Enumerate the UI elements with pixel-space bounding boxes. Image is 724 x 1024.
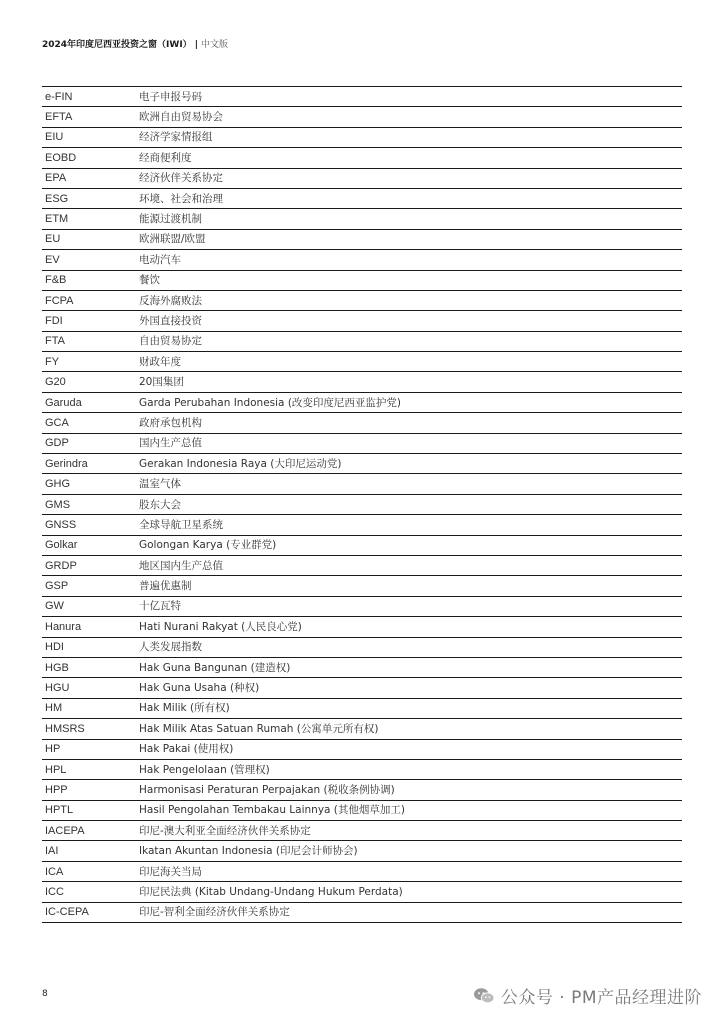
- meaning-cell: 欧洲联盟/欧盟: [139, 233, 206, 246]
- abbreviation-cell: EU: [45, 233, 61, 246]
- meaning-cell: 全球导航卫星系统: [139, 518, 223, 531]
- abbreviation-cell: FTA: [45, 335, 65, 348]
- table-row: [42, 311, 682, 331]
- abbreviation-cell: e-FIN: [45, 90, 73, 103]
- table-row: [42, 536, 682, 556]
- abbreviation-cell: FCPA: [45, 294, 74, 307]
- abbreviation-cell: IACEPA: [45, 824, 85, 837]
- page-header: [42, 39, 228, 51]
- meaning-cell: 普遍优惠制: [139, 580, 192, 593]
- abbreviation-cell: ESG: [45, 192, 69, 205]
- table-row: [42, 372, 682, 392]
- abbreviation-cell: IAI: [45, 845, 59, 858]
- meaning-cell: Ikatan Akuntan Indonesia (印尼会计师协会): [139, 845, 358, 858]
- abbreviation-cell: GHG: [45, 478, 71, 491]
- table-row: [42, 556, 682, 576]
- abbreviation-cell: ETM: [45, 213, 69, 226]
- table-row: [42, 780, 682, 800]
- meaning-cell: 电子申报号码: [139, 90, 202, 103]
- meaning-cell: 环境、社会和治理: [139, 192, 223, 205]
- meaning-cell: 印尼-智利全面经济伙伴关系协定: [139, 906, 290, 919]
- table-row: [42, 107, 682, 127]
- meaning-cell: Hak Pengelolaan (管理权): [139, 763, 270, 776]
- meaning-cell: Hak Guna Bangunan (建造权): [139, 661, 291, 674]
- meaning-cell: 欧洲自由贸易协会: [139, 111, 223, 124]
- table-row: [42, 291, 682, 311]
- page-number: 8: [42, 989, 48, 999]
- table-row: [42, 189, 682, 209]
- table-row: [42, 148, 682, 168]
- abbreviation-cell: GRDP: [45, 559, 77, 572]
- meaning-cell: Gerakan Indonesia Raya (大印尼运动党): [139, 457, 342, 470]
- abbreviation-cell: HMSRS: [45, 722, 85, 735]
- meaning-cell: Hasil Pengolahan Tembakau Lainnya (其他烟草加工): [139, 804, 405, 817]
- meaning-cell: 反海外腐败法: [139, 294, 202, 307]
- abbreviation-cell: ICA: [45, 865, 64, 878]
- table-row: [42, 597, 682, 617]
- language-label: 中文版: [200, 40, 228, 50]
- watermark-text: 公众号 · PM产品经理进阶: [500, 988, 702, 1008]
- abbreviation-cell: HGB: [45, 661, 69, 674]
- meaning-cell: Hak Guna Usaha (种权): [139, 682, 260, 695]
- abbreviation-cell: EOBD: [45, 151, 77, 164]
- meaning-cell: 印尼海关当局: [139, 865, 202, 878]
- abbreviation-cell: HGU: [45, 682, 70, 695]
- meaning-cell: 能源过渡机制: [139, 213, 202, 226]
- meaning-cell: Golongan Karya (专业群党): [139, 539, 277, 552]
- table-row: [42, 719, 682, 739]
- abbreviation-cell: GDP: [45, 437, 69, 450]
- table-row: [42, 128, 682, 148]
- meaning-cell: 股东大会: [139, 498, 181, 511]
- abbreviation-cell: HPTL: [45, 804, 74, 817]
- table-row: [42, 882, 682, 902]
- abbreviation-cell: IC-CEPA: [45, 906, 89, 919]
- abbreviation-cell: EFTA: [45, 111, 73, 124]
- abbreviation-cell: EPA: [45, 172, 67, 185]
- meaning-cell: 政府承包机构: [139, 416, 202, 429]
- abbreviation-cell: EIU: [45, 131, 64, 144]
- table-row: [42, 495, 682, 515]
- table-row: [42, 658, 682, 678]
- abbreviation-cell: HPL: [45, 763, 67, 776]
- table-row: [42, 454, 682, 474]
- abbreviation-cell: HM: [45, 702, 63, 715]
- meaning-cell: Hak Milik Atas Satuan Rumah (公寓单元所有权): [139, 722, 379, 735]
- abbreviation-cell: Golkar: [45, 539, 78, 552]
- table-row: [42, 271, 682, 291]
- meaning-cell: 十亿瓦特: [139, 600, 181, 613]
- meaning-cell: Hati Nurani Rakyat (人民良心党): [139, 620, 302, 633]
- abbreviation-cell: Garuda: [45, 396, 82, 409]
- table-row: [42, 678, 682, 698]
- abbreviation-cell: GMS: [45, 498, 71, 511]
- table-row: [42, 87, 682, 107]
- table-row: [42, 413, 682, 433]
- abbreviation-cell: G20: [45, 376, 66, 389]
- abbreviation-cell: HPP: [45, 783, 68, 796]
- abbreviation-table: [42, 86, 682, 923]
- meaning-cell: 财政年度: [139, 355, 181, 368]
- table-row: [42, 699, 682, 719]
- table-row: [42, 209, 682, 229]
- meaning-cell: 经济伙伴关系协定: [139, 172, 223, 185]
- table-row: [42, 617, 682, 637]
- table-row: [42, 393, 682, 413]
- header-separator: |: [194, 40, 198, 50]
- table-row: [42, 230, 682, 250]
- meaning-cell: 印尼-澳大利亚全面经济伙伴关系协定: [139, 824, 311, 837]
- meaning-cell: 地区国内生产总值: [139, 559, 223, 572]
- table-row: [42, 352, 682, 372]
- table-row: [42, 638, 682, 658]
- meaning-cell: 外国直接投资: [139, 314, 202, 327]
- wechat-icon: [473, 986, 495, 1006]
- meaning-cell: 温室气体: [139, 478, 181, 491]
- table-row: [42, 250, 682, 270]
- abbreviation-cell: FDI: [45, 314, 63, 327]
- meaning-cell: 20国集团: [139, 376, 184, 389]
- meaning-cell: 餐饮: [139, 274, 160, 287]
- abbreviation-cell: Hanura: [45, 620, 82, 633]
- meaning-cell: Hak Milik (所有权): [139, 702, 230, 715]
- table-row: [42, 515, 682, 535]
- abbreviation-cell: Gerindra: [45, 457, 88, 470]
- abbreviation-cell: GW: [45, 600, 64, 613]
- meaning-cell: Hak Pakai (使用权): [139, 743, 234, 756]
- meaning-cell: Harmonisasi Peraturan Perpajakan (税收条例协调): [139, 783, 395, 796]
- table-row: [42, 740, 682, 760]
- watermark: [473, 983, 702, 1008]
- abbreviation-cell: GCA: [45, 416, 69, 429]
- meaning-cell: 自由贸易协定: [139, 335, 202, 348]
- table-row: [42, 474, 682, 494]
- meaning-cell: 经济学家情报组: [139, 131, 213, 144]
- document-title: 2024年印度尼西亚投资之窗（IWI）: [42, 40, 192, 50]
- table-row: [42, 862, 682, 882]
- table-row: [42, 169, 682, 189]
- meaning-cell: 印尼民法典 (Kitab Undang-Undang Hukum Perdata): [139, 885, 403, 898]
- table-row: [42, 760, 682, 780]
- table-row: [42, 903, 682, 923]
- table-row: [42, 434, 682, 454]
- abbreviation-cell: F&B: [45, 274, 67, 287]
- abbreviation-cell: GNSS: [45, 518, 77, 531]
- table-row: [42, 841, 682, 861]
- meaning-cell: 国内生产总值: [139, 437, 202, 450]
- abbreviation-cell: HDI: [45, 641, 64, 654]
- meaning-cell: Garda Perubahan Indonesia (改变印度尼西亚监护党): [139, 396, 402, 409]
- abbreviation-cell: GSP: [45, 580, 69, 593]
- abbreviation-cell: HP: [45, 743, 61, 756]
- meaning-cell: 电动汽车: [139, 253, 181, 266]
- abbreviation-cell: FY: [45, 355, 60, 368]
- abbreviation-cell: ICC: [45, 885, 64, 898]
- table-row: [42, 576, 682, 596]
- table-row: [42, 332, 682, 352]
- meaning-cell: 经商便利度: [139, 151, 192, 164]
- abbreviation-cell: EV: [45, 253, 60, 266]
- table-row: [42, 821, 682, 841]
- meaning-cell: 人类发展指数: [139, 641, 202, 654]
- table-row: [42, 801, 682, 821]
